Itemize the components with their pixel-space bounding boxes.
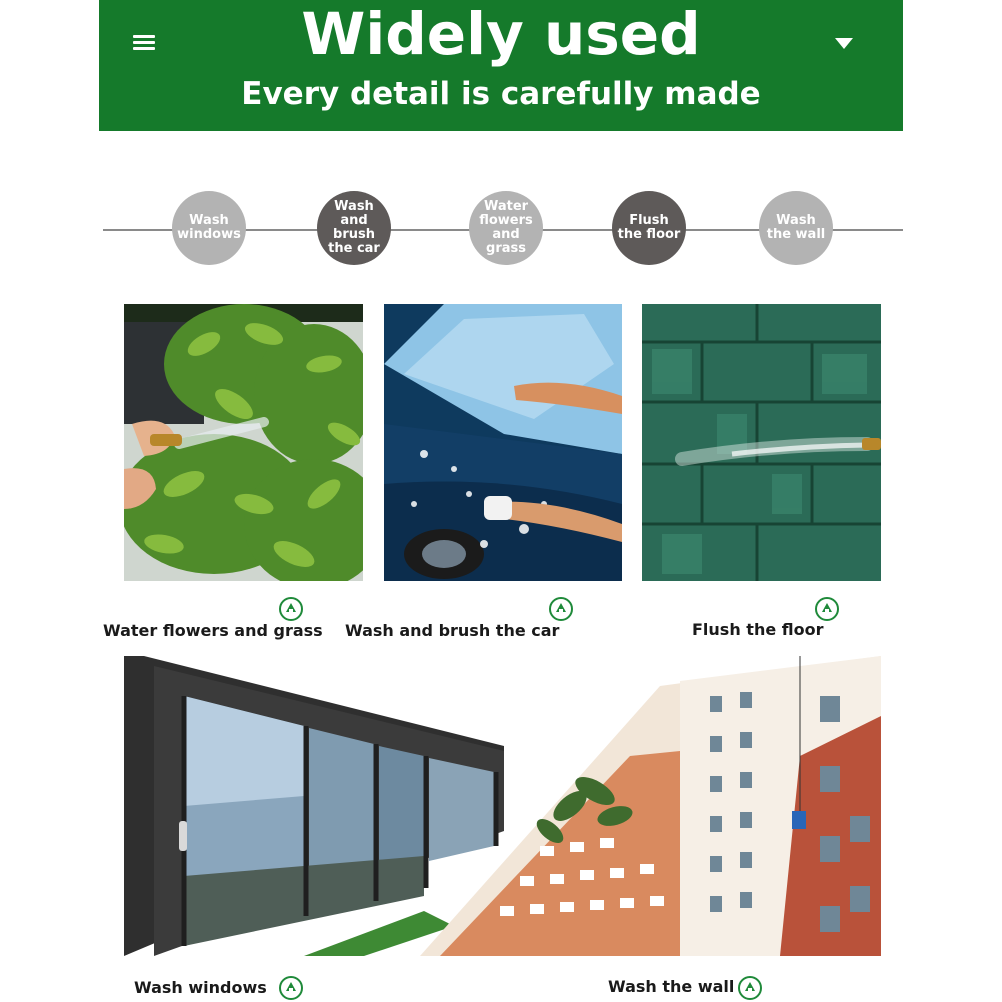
up-arrow-circle-icon <box>738 976 762 1000</box>
timeline-item-label: Flush the floor <box>617 213 681 242</box>
timeline-item-label: Wash and brush the car <box>328 199 380 256</box>
timeline-item-label: Wash the wall <box>766 213 826 242</box>
page-subtitle: Every detail is carefully made <box>241 76 761 112</box>
photo-washing-wall <box>420 656 881 956</box>
photo-watering-plants <box>124 304 363 581</box>
chevron-down-icon[interactable] <box>835 38 853 49</box>
photo-washing-car <box>384 304 622 581</box>
caption-wash-car: Wash and brush the car <box>345 621 560 640</box>
photo-flushing-floor <box>642 304 881 581</box>
up-arrow-circle-icon <box>279 976 303 1000</box>
timeline-item-wash-car <box>317 191 391 265</box>
caption-water-flowers: Water flowers and grass <box>103 621 323 640</box>
page-title: Widely used <box>301 0 701 68</box>
caption-flush-floor: Flush the floor <box>692 620 824 639</box>
timeline-item-label: Wash windows <box>177 213 241 242</box>
header-banner <box>99 0 903 131</box>
timeline-item-flush-floor <box>612 191 686 265</box>
timeline-item-water-flowers <box>469 191 543 265</box>
caption-wash-windows: Wash windows <box>134 978 267 997</box>
up-arrow-circle-icon <box>815 597 839 621</box>
up-arrow-circle-icon <box>279 597 303 621</box>
timeline-item-wash-windows <box>172 191 246 265</box>
up-arrow-circle-icon <box>549 597 573 621</box>
timeline-item-label: Water flowers and grass <box>479 199 533 256</box>
caption-wash-wall: Wash the wall <box>608 977 735 996</box>
timeline-item-wash-wall <box>759 191 833 265</box>
